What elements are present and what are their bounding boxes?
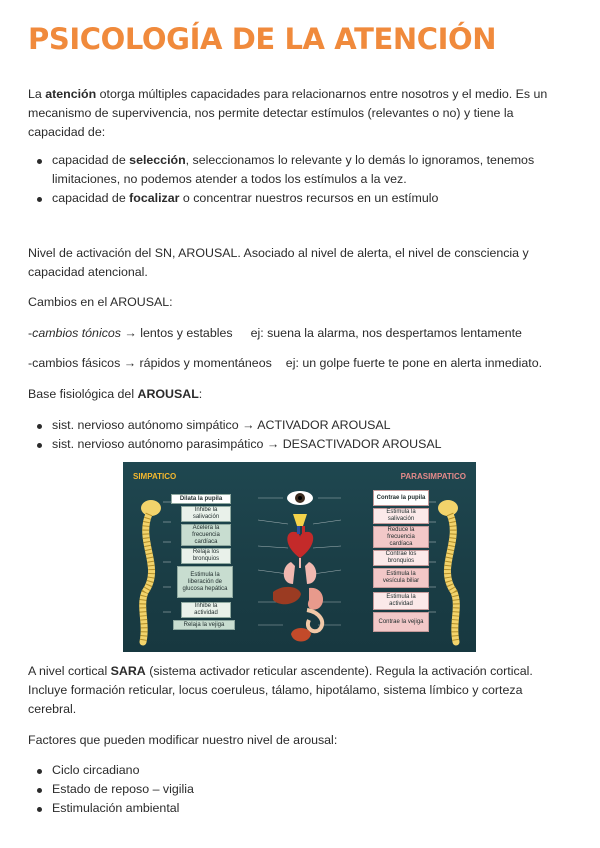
lungs-icon	[284, 558, 317, 584]
sympathetic-effect: Acelera la frecuencia cardíaca	[181, 524, 231, 546]
eye-icon	[287, 491, 313, 505]
liver-icon	[273, 587, 301, 604]
intestine-icon	[307, 610, 322, 631]
cambios-heading: Cambios en el AROUSAL:	[28, 295, 173, 309]
list-item: capacidad de selección, seleccionamos lo relevante y lo demás lo ignoramos, tenemos limitaciones, no podemos atender a todos los estímulos a la vez.	[28, 151, 568, 189]
stomach-icon	[308, 588, 323, 610]
base-fisiologica: Base fisiológica del AROUSAL:	[28, 387, 203, 401]
sara-paragraph: A nivel cortical SARA (sistema activador reticular ascendente). Regula la activación cortical. Incluye formación reticular, locus coeruleus, tálamo, hipotálamo, sistema límbico y corteza cerebral.	[28, 664, 533, 716]
sympathetic-effect: Inhibe la salivación	[181, 506, 231, 522]
parasympathetic-title: PARASIMPATICO	[400, 472, 466, 481]
parasympathetic-effect: Estimula la salivación	[373, 508, 429, 524]
parasympathetic-effect: Estimula la vesícula biliar	[373, 568, 429, 588]
sympathetic-title: SIMPATICO	[133, 472, 177, 481]
list-item: sist. nervioso autónomo parasimpático → DESACTIVADOR AROUSAL	[28, 435, 568, 454]
bladder-icon	[291, 628, 311, 642]
cambio-fasico: -cambios fásicos → rápidos y momentáneos ej: un golpe fuerte te pone en alerta inmediato.	[28, 356, 543, 370]
sympathetic-effect: Relaja la vejiga	[173, 620, 235, 630]
page-title: PSICOLOGÍA DE LA ATENCIÓN	[28, 22, 497, 56]
factores-heading: Factores que pueden modificar nuestro nivel de arousal:	[28, 733, 338, 747]
intro-paragraph	[28, 85, 568, 142]
sympathetic-effect: Inhibe la actividad	[181, 602, 231, 618]
heart-icon	[287, 526, 313, 558]
spinal-cord-right-icon	[438, 500, 458, 642]
nervous-system-list	[28, 416, 568, 454]
parasympathetic-effect: Contrae los bronquios	[373, 550, 429, 566]
intro-pre: La	[28, 87, 46, 101]
sympathetic-effect: Dilata la pupila	[171, 494, 231, 504]
list-item: Estado de reposo – vigilia	[28, 780, 568, 799]
spinal-cord-left-icon	[141, 500, 161, 642]
parasympathetic-effect: Contrae la vejiga	[373, 612, 429, 632]
parasympathetic-effect: Reduce la frecuencia cardíaca	[373, 526, 429, 548]
autonomic-nervous-system-figure	[123, 462, 476, 652]
capacities-list	[28, 151, 568, 208]
factores-list	[28, 761, 568, 818]
sympathetic-effect: Relaja los bronquios	[181, 548, 231, 564]
list-item: Estimulación ambiental	[28, 799, 568, 818]
intro-rest: otorga múltiples capacidades para relacionarnos entre nosotros y el medio. Es un mecanismo de supervivencia, nos permite detectar estímulos (relevantes o no) y tiene la capacidad de:	[28, 87, 548, 139]
list-item: capacidad de focalizar o concentrar nuestros recursos en un estímulo	[28, 189, 568, 208]
arousal-definition: Nivel de activación del SN, AROUSAL. Asociado al nivel de alerta, el nivel de consciencia y capacidad atencional.	[28, 246, 529, 279]
parasympathetic-effect: Estimula la actividad	[373, 592, 429, 610]
cambio-tonico: -cambios tónicos → lentos y estables ej: suena la alarma, nos despertamos lentamente	[28, 326, 522, 340]
parasympathetic-effect: Contrae la pupila	[373, 490, 429, 506]
salivary-gland-icon	[293, 514, 307, 526]
intro-term: atención	[45, 87, 97, 101]
list-item: sist. nervioso autónomo simpático → ACTIVADOR AROUSAL	[28, 416, 568, 435]
sympathetic-effect: Estimula la liberación de glucosa hepática	[177, 566, 233, 598]
list-item: Ciclo circadiano	[28, 761, 568, 780]
